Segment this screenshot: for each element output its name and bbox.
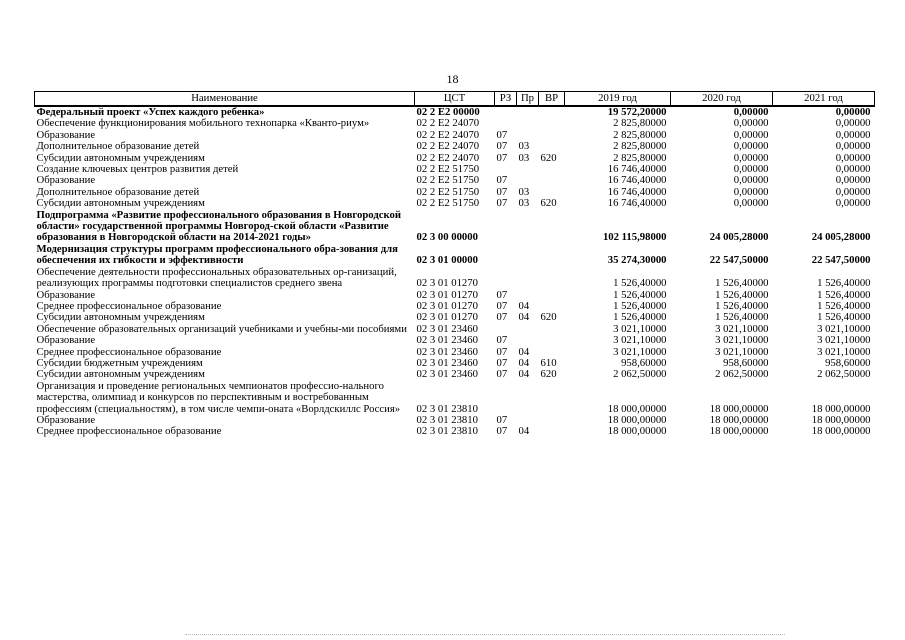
row-amount-2021: 0,00000 [835, 128, 871, 141]
row-vr: 620 [540, 368, 557, 381]
row-name: Образование [36, 413, 96, 426]
row-name: Субсидии бюджетным учреждениям [36, 356, 203, 369]
row-rz: 07 [496, 288, 508, 301]
header-vr: ВР [539, 92, 565, 107]
row-name: Федеральный проект «Успех каждого ребенка» [36, 106, 265, 118]
header-2021: 2021 год [773, 92, 875, 107]
row-amount-2020: 1 526,40000 [715, 277, 769, 290]
row-vr [539, 210, 565, 244]
row-amount-2019: 18 000,00000 [607, 402, 667, 415]
row-amount-2019: 16 746,40000 [607, 163, 667, 176]
row-pr: 03 [518, 185, 530, 198]
header-cst: ЦСТ [415, 92, 495, 107]
row-amount-2021: 18 000,00000 [811, 413, 871, 426]
row-name: Дополнительное образование детей [36, 185, 200, 198]
row-vr [539, 415, 565, 426]
row-cst: 02 2 E2 51750 [416, 174, 480, 187]
row-pr [517, 118, 539, 129]
row-amount-2020: 18 000,00000 [709, 425, 769, 438]
row-cst: 02 2 E2 51750 [416, 185, 480, 198]
row-amount-2020: 2 062,50000 [715, 368, 769, 381]
row-amount-2019: 16 746,40000 [607, 174, 667, 187]
row-pr: 04 [518, 345, 530, 358]
row-rz: 07 [496, 311, 508, 324]
row-amount-2019: 2 825,80000 [613, 117, 667, 130]
row-pr: 04 [518, 425, 530, 438]
row-amount-2021: 0,00000 [835, 163, 871, 176]
row-amount-2021: 3 021,10000 [817, 322, 871, 335]
row-amount-2019: 958,60000 [621, 356, 667, 369]
row-amount-2021: 0,00000 [835, 117, 871, 130]
row-cst: 02 3 01 23810 [416, 402, 478, 415]
row-name: Обеспечение деятельности профессиональных образовательных ор-ганизаций, реализующих программы подготовки специалистов среднего звена [36, 265, 397, 290]
table-row [35, 141, 875, 152]
row-amount-2019: 19 572,20000 [607, 106, 667, 118]
row-cst: 02 3 01 23810 [416, 413, 478, 426]
row-vr [539, 164, 565, 175]
row-rz: 07 [496, 413, 508, 426]
row-name: Создание ключевых центров развития детей [36, 163, 239, 176]
row-amount-2021: 3 021,10000 [817, 334, 871, 347]
row-amount-2020: 0,00000 [733, 174, 769, 187]
row-cst: 02 2 E2 24070 [416, 117, 480, 130]
header-pr: Пр [517, 92, 539, 107]
row-amount-2019: 35 274,30000 [607, 254, 667, 267]
row-amount-2020: 0,00000 [733, 117, 769, 130]
row-amount-2021: 1 526,40000 [817, 299, 871, 312]
row-name: Среднее профессиональное образование [36, 425, 222, 438]
row-rz [495, 267, 517, 290]
row-vr [539, 244, 565, 267]
row-cst: 02 3 01 23460 [416, 368, 478, 381]
row-amount-2020: 3 021,10000 [715, 334, 769, 347]
row-amount-2019: 18 000,00000 [607, 413, 667, 426]
row-rz: 07 [496, 334, 508, 347]
row-pr [517, 164, 539, 175]
row-amount-2021: 1 526,40000 [817, 277, 871, 290]
row-amount-2021: 22 547,50000 [811, 254, 871, 267]
row-amount-2020: 0,00000 [733, 128, 769, 141]
row-pr: 03 [518, 197, 530, 210]
row-cst: 02 3 01 23810 [416, 425, 478, 438]
row-rz: 07 [496, 140, 508, 153]
row-vr [539, 290, 565, 301]
row-cst: 02 2 E2 51750 [416, 197, 480, 210]
row-amount-2020: 3 021,10000 [715, 345, 769, 358]
row-vr: 620 [540, 311, 557, 324]
row-rz: 07 [496, 356, 508, 369]
row-cst: 02 3 01 23460 [416, 322, 478, 335]
row-amount-2020: 958,60000 [723, 356, 769, 369]
row-amount-2021: 1 526,40000 [817, 311, 871, 324]
row-pr: 03 [518, 151, 530, 164]
row-name: Дополнительное образование детей [36, 140, 200, 153]
row-amount-2021: 2 062,50000 [817, 368, 871, 381]
row-amount-2019: 1 526,40000 [613, 311, 667, 324]
row-vr [539, 141, 565, 152]
row-amount-2021: 3 021,10000 [817, 345, 871, 358]
row-amount-2020: 18 000,00000 [709, 413, 769, 426]
row-amount-2019: 2 062,50000 [613, 368, 667, 381]
table-row [35, 210, 875, 244]
row-amount-2019: 3 021,10000 [613, 334, 667, 347]
row-name: Образование [36, 334, 96, 347]
row-name: Организация и проведение региональных чемпионатов профессио-нального мастерства, олимпиад и конкурсов по перспективным и востребованным профессиям (специальностям), в том числе чемпи-оната «Ворлдскиллс Россия» [36, 379, 401, 415]
row-name: Среднее профессиональное образование [36, 345, 222, 358]
row-cst: 02 3 01 01270 [416, 299, 478, 312]
table-row [35, 335, 875, 346]
row-amount-2021: 18 000,00000 [811, 425, 871, 438]
row-cst: 02 3 01 01270 [416, 311, 478, 324]
row-name: Субсидии автономным учреждениям [36, 151, 205, 164]
table-row [35, 381, 875, 415]
row-name: Образование [36, 288, 96, 301]
row-amount-2020: 1 526,40000 [715, 299, 769, 312]
row-cst: 02 3 01 00000 [416, 254, 478, 267]
table-row [35, 312, 875, 323]
row-vr: 620 [540, 151, 557, 164]
row-rz: 07 [496, 425, 508, 438]
row-amount-2020: 0,00000 [733, 140, 769, 153]
row-name: Модернизация структуры программ профессионального обра-зования для обеспечения их гибкости и эффективности [36, 242, 398, 267]
row-pr [517, 381, 539, 415]
row-amount-2019: 2 825,80000 [613, 140, 667, 153]
row-vr: 610 [540, 356, 557, 369]
row-name: Субсидии автономным учреждениям [36, 311, 205, 324]
row-pr: 04 [518, 311, 530, 324]
row-cst: 02 2 E2 24070 [416, 128, 480, 141]
row-name: Подпрограмма «Развитие профессионального образования в Новгородской области» государственной программы Новгород-ской области «Развитие образования в Новгородской области на 2014-2021 годы» [36, 208, 402, 244]
row-cst: 02 3 00 00000 [416, 231, 478, 244]
row-rz: 07 [496, 345, 508, 358]
row-amount-2019: 1 526,40000 [613, 299, 667, 312]
table-body [35, 106, 875, 438]
header-2019: 2019 год [565, 92, 671, 107]
row-name: Среднее профессиональное образование [36, 299, 222, 312]
row-rz: 07 [496, 128, 508, 141]
row-vr [539, 335, 565, 346]
header-2020: 2020 год [671, 92, 773, 107]
row-cst: 02 2 E2 24070 [416, 140, 480, 153]
row-cst: 02 2 E2 51750 [416, 163, 480, 176]
row-amount-2021: 1 526,40000 [817, 288, 871, 301]
header-rz: РЗ [495, 92, 517, 107]
row-vr [539, 426, 565, 437]
row-rz: 07 [496, 299, 508, 312]
row-rz [495, 210, 517, 244]
row-pr [517, 324, 539, 335]
row-amount-2020: 24 005,28000 [709, 231, 769, 244]
row-amount-2021: 18 000,00000 [811, 402, 871, 415]
row-pr [517, 106, 539, 118]
row-name: Обеспечение функционирования мобильного технопарка «Кванто-риум» [36, 117, 370, 130]
row-rz [495, 244, 517, 267]
row-rz [495, 106, 517, 118]
row-amount-2019: 3 021,10000 [613, 322, 667, 335]
row-cst: 02 2 E2 00000 [416, 106, 480, 118]
row-amount-2019: 18 000,00000 [607, 425, 667, 438]
row-pr: 04 [518, 368, 530, 381]
row-amount-2020: 0,00000 [733, 185, 769, 198]
row-vr [539, 324, 565, 335]
row-amount-2020: 3 021,10000 [715, 322, 769, 335]
row-name: Образование [36, 174, 96, 187]
row-pr [517, 335, 539, 346]
row-vr [539, 381, 565, 415]
row-amount-2019: 1 526,40000 [613, 288, 667, 301]
header-name: Наименование [35, 92, 415, 107]
row-rz: 07 [496, 151, 508, 164]
row-cst: 02 3 01 23460 [416, 345, 478, 358]
row-amount-2020: 0,00000 [733, 163, 769, 176]
row-amount-2020: 0,00000 [733, 151, 769, 164]
table-row [35, 426, 875, 437]
row-pr: 03 [518, 140, 530, 153]
row-amount-2020: 1 526,40000 [715, 311, 769, 324]
row-amount-2020: 1 526,40000 [715, 288, 769, 301]
row-vr: 620 [540, 197, 557, 210]
table-row [35, 198, 875, 209]
row-amount-2019: 102 115,98000 [602, 231, 667, 244]
row-rz: 07 [496, 174, 508, 187]
row-vr [539, 118, 565, 129]
row-amount-2019: 2 825,80000 [613, 151, 667, 164]
table-header [35, 92, 875, 107]
row-rz [495, 381, 517, 415]
row-amount-2020: 18 000,00000 [709, 402, 769, 415]
row-amount-2021: 0,00000 [835, 140, 871, 153]
row-vr [539, 106, 565, 118]
page-number: 18 [446, 72, 459, 86]
row-cst: 02 3 01 23460 [416, 356, 478, 369]
row-name: Обеспечение образовательных организаций учебниками и учебны-ми пособиями [36, 322, 407, 335]
row-name: Субсидии автономным учреждениям [36, 368, 205, 381]
row-name: Субсидии автономным учреждениям [36, 197, 205, 210]
row-pr [517, 244, 539, 267]
bottom-divider [185, 634, 785, 635]
row-amount-2020: 0,00000 [733, 106, 769, 118]
row-amount-2021: 0,00000 [835, 174, 871, 187]
row-pr: 04 [518, 299, 530, 312]
row-amount-2019: 1 526,40000 [613, 277, 667, 290]
row-pr: 04 [518, 356, 530, 369]
row-name: Образование [36, 128, 96, 141]
row-amount-2019: 2 825,80000 [613, 128, 667, 141]
row-pr [517, 210, 539, 244]
row-amount-2019: 16 746,40000 [607, 197, 667, 210]
row-amount-2021: 0,00000 [835, 151, 871, 164]
row-amount-2021: 958,60000 [825, 356, 871, 369]
row-cst: 02 3 01 23460 [416, 334, 478, 347]
row-amount-2020: 22 547,50000 [709, 254, 769, 267]
row-vr [539, 130, 565, 141]
row-amount-2021: 0,00000 [835, 106, 871, 118]
row-amount-2021: 0,00000 [835, 185, 871, 198]
row-amount-2020: 0,00000 [733, 197, 769, 210]
row-rz: 07 [496, 197, 508, 210]
row-cst: 02 2 E2 24070 [416, 151, 480, 164]
row-amount-2019: 3 021,10000 [613, 345, 667, 358]
header-row [35, 92, 875, 107]
table-row [35, 267, 875, 290]
row-cst: 02 3 01 01270 [416, 288, 478, 301]
row-amount-2019: 16 746,40000 [607, 185, 667, 198]
row-pr [517, 267, 539, 290]
row-amount-2021: 0,00000 [835, 197, 871, 210]
row-vr [539, 267, 565, 290]
row-rz: 07 [496, 368, 508, 381]
budget-table [34, 91, 875, 438]
row-rz: 07 [496, 185, 508, 198]
row-cst: 02 3 01 01270 [416, 277, 478, 290]
table-row [35, 244, 875, 267]
row-amount-2021: 24 005,28000 [811, 231, 871, 244]
row-vr [539, 175, 565, 186]
